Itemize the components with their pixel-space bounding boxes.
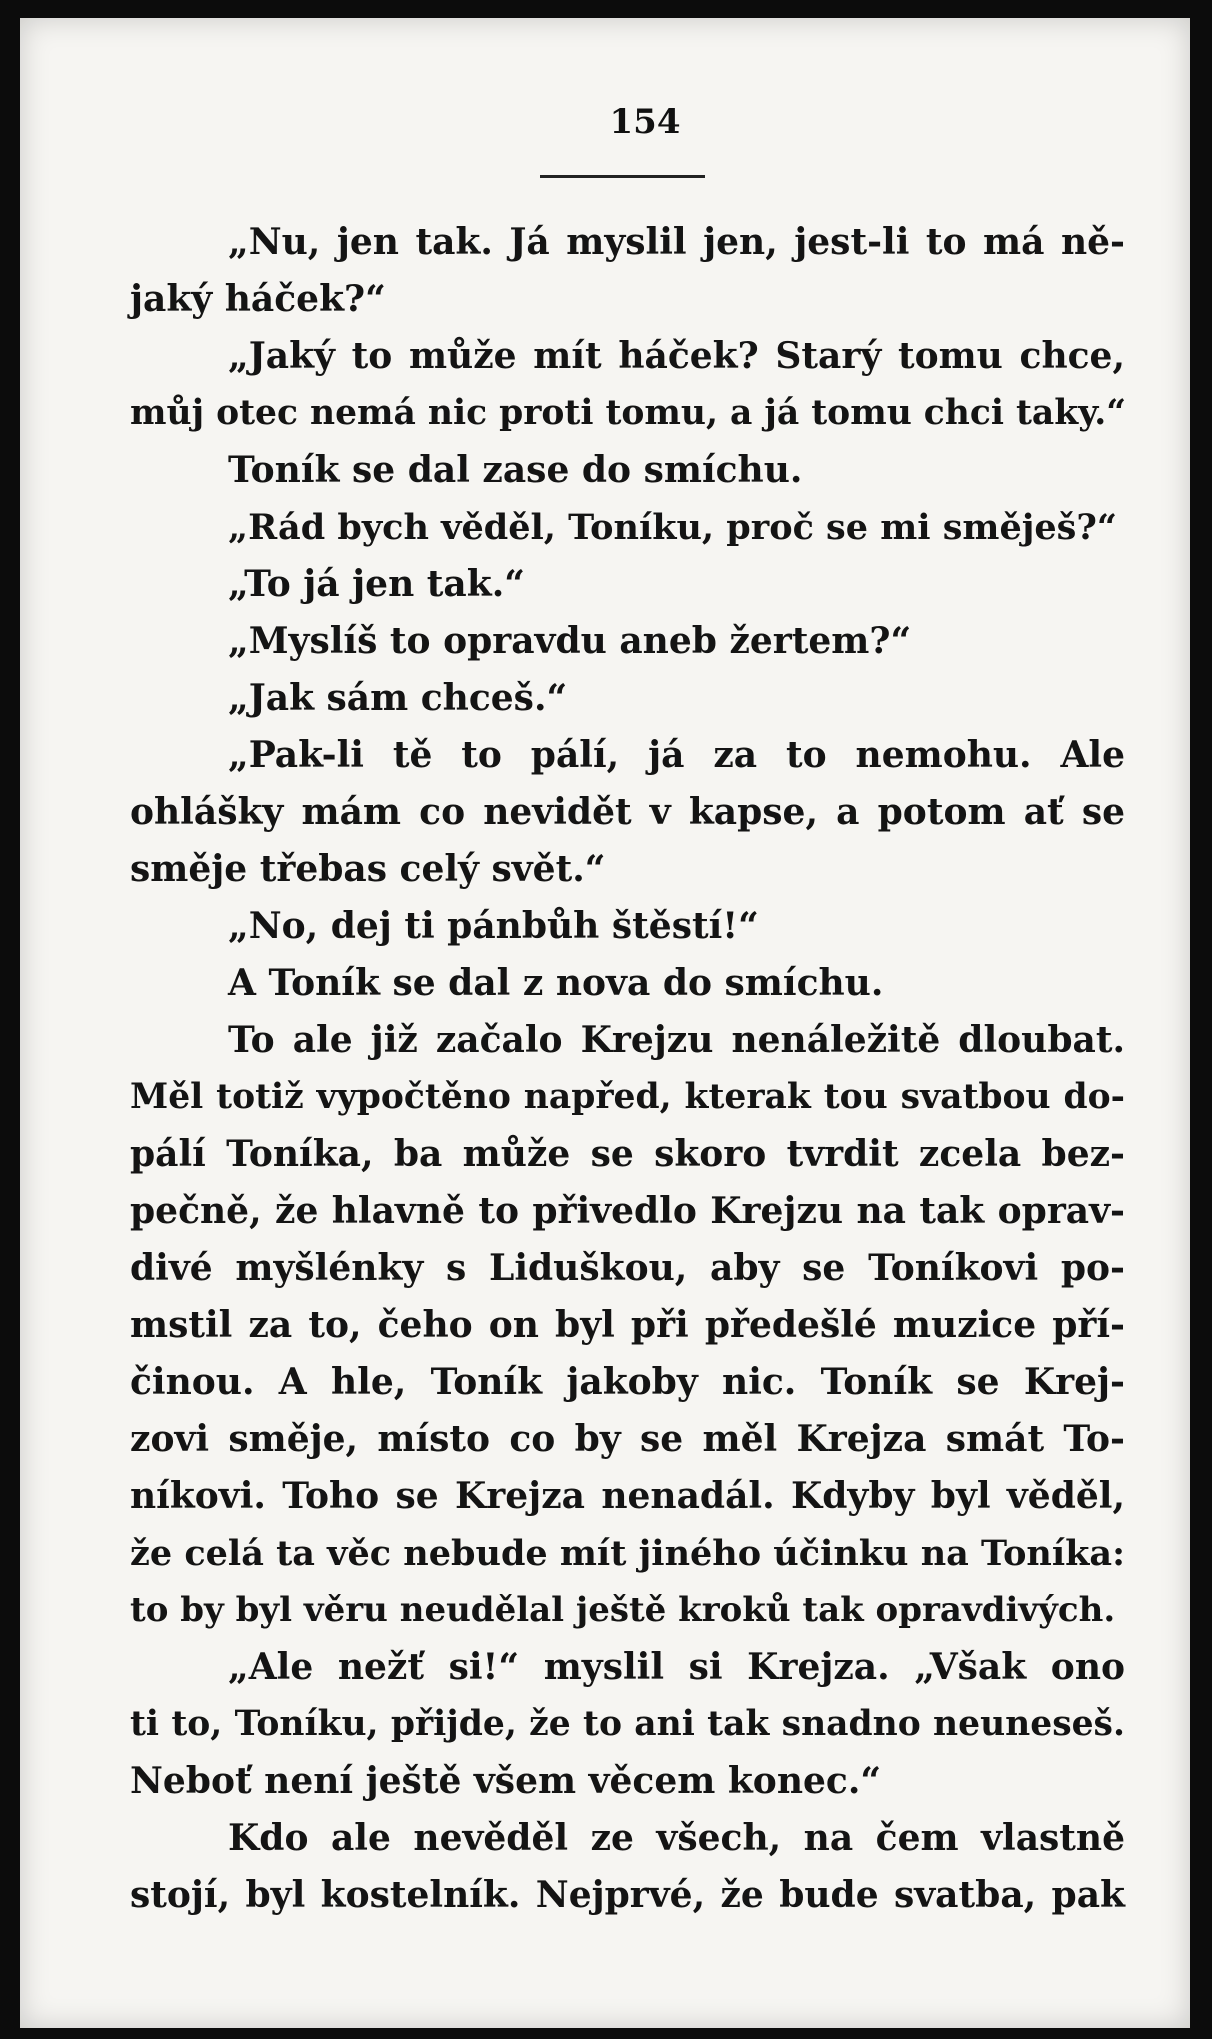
text-line: „Ale nežť si!“ myslil si Krejza. „Však ono xyxy=(228,1646,1125,1688)
text-line: jaký háček?“ xyxy=(130,278,386,320)
text-line: směje třebas celý svět.“ xyxy=(130,848,606,890)
text-line: že celá ta věc nebude mít jiného účinku na Toníka: xyxy=(130,1533,1125,1574)
header-rule xyxy=(540,175,705,178)
body-text xyxy=(130,214,1125,1924)
page-number: 154 xyxy=(609,102,681,142)
text-line: Neboť není ještě všem věcem konec.“ xyxy=(130,1760,882,1802)
text-line: divé myšlénky s Liduškou, aby se Toníkovi po- xyxy=(130,1247,1125,1289)
text-line: „Rád bych věděl, Toníku, proč se mi směješ?“ xyxy=(228,507,1118,548)
text-line: A Toník se dal z nova do smíchu. xyxy=(228,962,884,1004)
text-line: pálí Toníka, ba může se skoro tvrdit zcela bez- xyxy=(130,1133,1125,1175)
text-line: zovi směje, místo co by se měl Krejza smát To- xyxy=(130,1418,1125,1460)
text-line: mstil za to, čeho on byl při předešlé muzice pří- xyxy=(130,1304,1125,1346)
text-line: „Jak sám chceš.“ xyxy=(228,677,568,719)
text-line: „Jaký to může mít háček? Starý tomu chce, xyxy=(228,335,1125,377)
text-line: ti to, Toníku, přijde, že to ani tak snadno neuneseš. xyxy=(130,1704,1125,1744)
text-line: „Pak-li tě to pálí, já za to nemohu. Ale xyxy=(228,734,1125,776)
text-line: Toník se dal zase do smíchu. xyxy=(228,449,803,491)
text-line: ohlášky mám co nevidět v kapse, a potom ať se xyxy=(130,791,1125,833)
text-line: pečně, že hlavně to přivedlo Krejzu na tak oprav- xyxy=(130,1190,1125,1232)
text-line: níkovi. Toho se Krejza nenadál. Kdyby byl věděl, xyxy=(130,1475,1125,1517)
text-line: můj otec nemá nic proti tomu, a já tomu chci taky.“ xyxy=(130,393,1127,433)
text-line: „No, dej ti pánbůh štěstí!“ xyxy=(228,905,759,947)
text-line: stojí, byl kostelník. Nejprvé, že bude svatba, pak xyxy=(130,1874,1125,1916)
text-line: činou. A hle, Toník jakoby nic. Toník se Krej- xyxy=(130,1361,1125,1403)
text-line: Měl totiž vypočtěno napřed, kterak tou svatbou do- xyxy=(130,1077,1125,1117)
text-line: to by byl věru neudělal ještě kroků tak opravdivých. xyxy=(130,1590,1116,1630)
book-page xyxy=(20,18,1190,2028)
text-line: „Nu, jen tak. Já myslil jen, jest-li to má ně- xyxy=(228,221,1125,263)
text-line: To ale již začalo Krejzu nenáležitě dloubat. xyxy=(228,1019,1125,1061)
text-line: „To já jen tak.“ xyxy=(228,563,525,605)
text-line: Kdo ale nevěděl ze všech, na čem vlastně xyxy=(228,1817,1125,1859)
text-line: „Myslíš to opravdu aneb žertem?“ xyxy=(228,620,912,662)
